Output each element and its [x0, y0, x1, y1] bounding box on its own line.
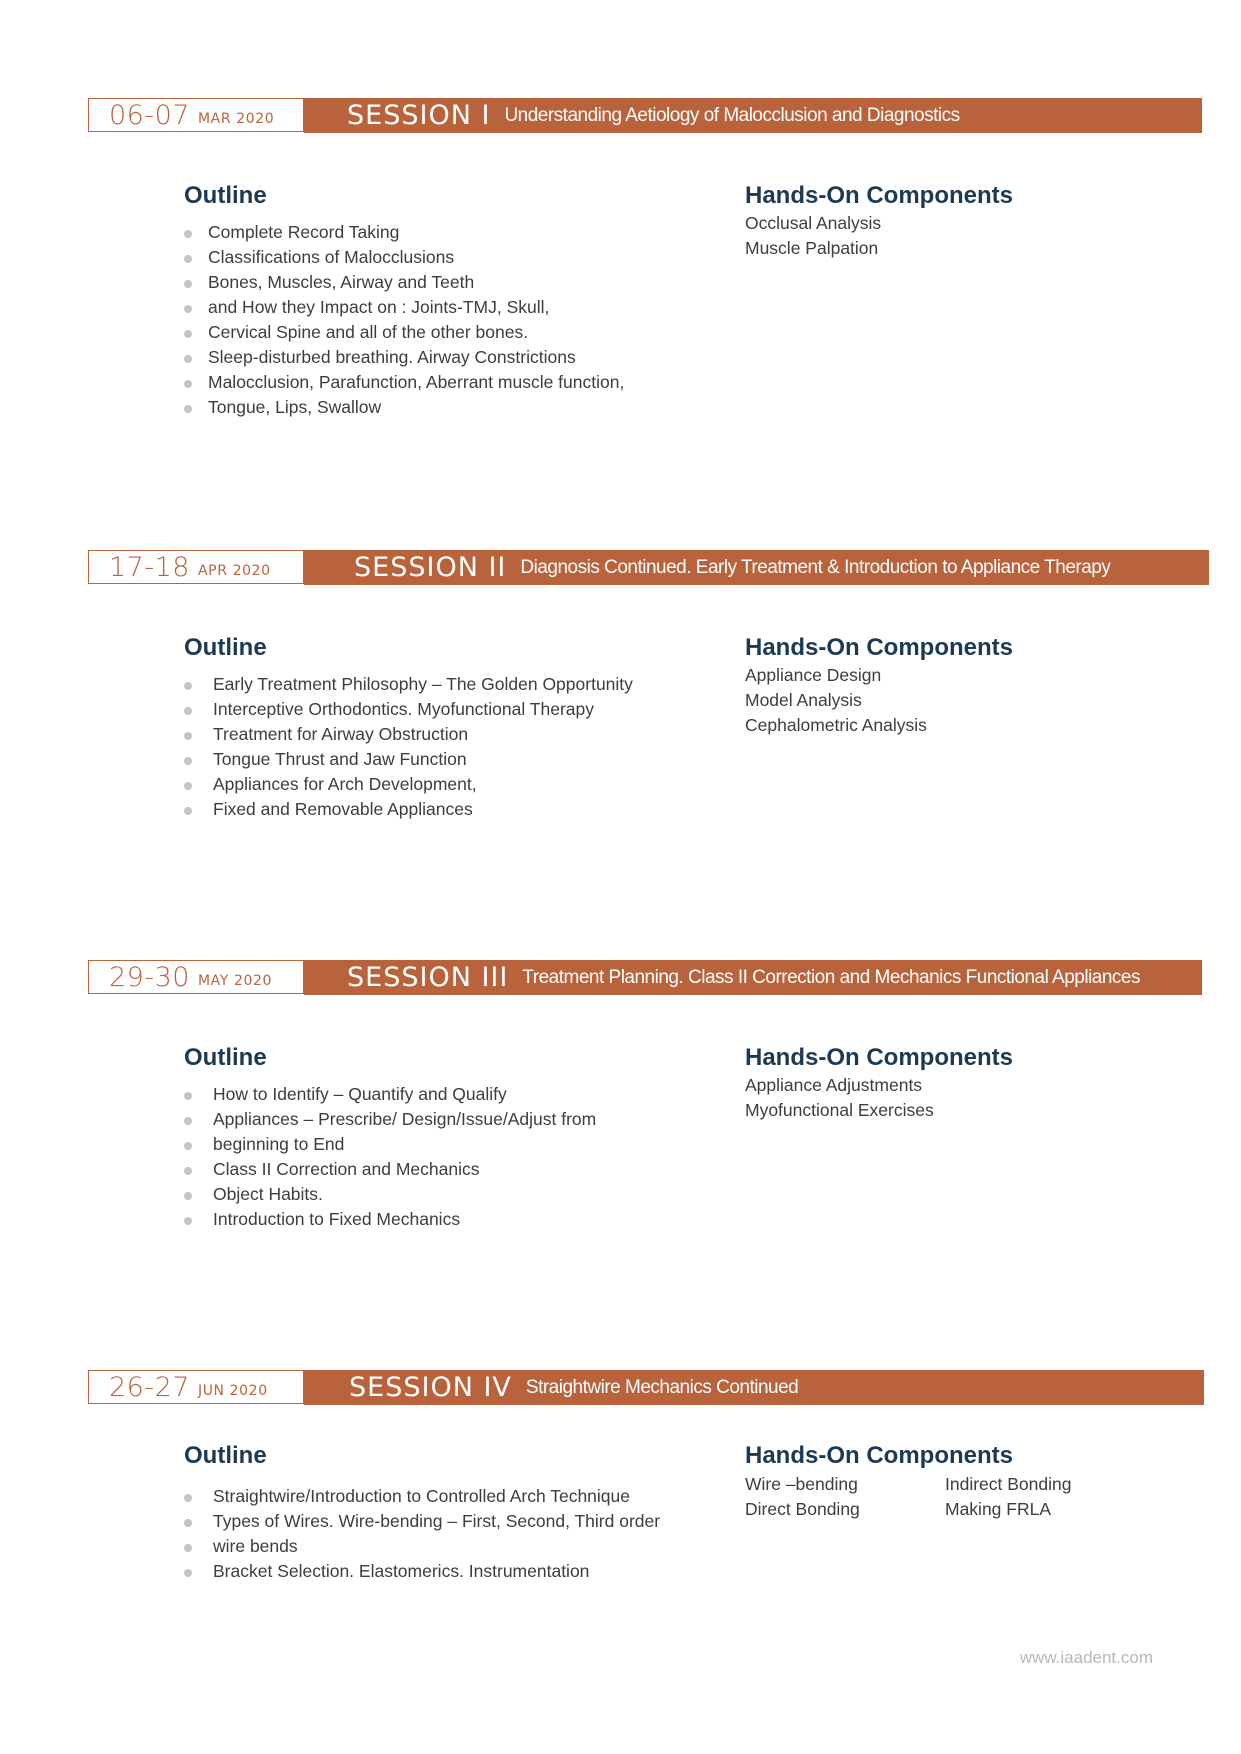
session-date [88, 960, 304, 994]
session-date [88, 550, 304, 584]
hands-on-item: Myofunctional Exercises [745, 1100, 934, 1120]
hands-on-list [745, 211, 881, 261]
session-banner [304, 550, 1209, 585]
date-month: MAR 2020 [197, 111, 275, 127]
date-month: JUN 2020 [197, 1383, 268, 1399]
session-banner [304, 98, 1202, 133]
session-title: Treatment Planning. Class II Correction and Mechanics Functional Appliances [522, 966, 1140, 988]
session-2 [0, 550, 1241, 910]
hands-on-item: Model Analysis [745, 690, 862, 710]
list-item: Sleep-disturbed breathing. Airway Constrictions [184, 345, 624, 370]
list-item: Fixed and Removable Appliances [184, 797, 633, 822]
list-item: Object Habits. [184, 1182, 596, 1207]
hands-on-item: Wire –bending [745, 1474, 858, 1494]
list-item: Tongue, Lips, Swallow [184, 395, 624, 420]
list-item: Cervical Spine and all of the other bones. [184, 320, 624, 345]
hands-on-heading: Hands-On Components [745, 634, 1013, 661]
footer-url: www.iaadent.com [1019, 1648, 1153, 1667]
list-item: Treatment for Airway Obstruction [184, 722, 633, 747]
outline-list [184, 220, 624, 420]
hands-on-heading: Hands-On Components [745, 1442, 1013, 1469]
outline-heading: Outline [184, 182, 267, 209]
list-item: Classifications of Malocclusions [184, 245, 624, 270]
outline-heading: Outline [184, 1442, 267, 1469]
hands-on-item: Appliance Design [745, 665, 882, 685]
outline-list [184, 1484, 660, 1584]
list-item: and How they Impact on : Joints-TMJ, Skull, [184, 295, 624, 320]
list-item: Bracket Selection. Elastomerics. Instrumentation [184, 1559, 660, 1584]
list-item: Appliances – Prescribe/ Design/Issue/Adjust from [184, 1107, 596, 1132]
session-title: Straightwire Mechanics Continued [525, 1376, 799, 1398]
list-item: Malocclusion, Parafunction, Aberrant muscle function, [184, 370, 624, 395]
session-date [88, 1370, 304, 1404]
hands-on-item: Indirect Bonding [945, 1474, 1072, 1494]
session-banner [304, 960, 1202, 995]
date-days: 29-30 [109, 961, 190, 993]
date-days: 17-18 [109, 551, 190, 583]
hands-on-item: Occlusal Analysis [745, 213, 882, 233]
outline-heading: Outline [184, 1044, 267, 1071]
hands-on-list [745, 1073, 934, 1123]
list-item: beginning to End [184, 1132, 596, 1157]
session-label: SESSION III [347, 962, 509, 993]
hands-on-list [745, 1472, 1145, 1522]
date-days: 26-27 [109, 1371, 190, 1403]
hands-on-item: Appliance Adjustments [745, 1075, 923, 1095]
list-item: Class II Correction and Mechanics [184, 1157, 596, 1182]
session-4 [0, 1370, 1241, 1730]
list-item: Early Treatment Philosophy – The Golden Opportunity [184, 672, 633, 697]
hands-on-item: Cephalometric Analysis [745, 715, 927, 735]
date-month: APR 2020 [197, 563, 271, 579]
outline-list [184, 1082, 596, 1232]
list-item: Tongue Thrust and Jaw Function [184, 747, 633, 772]
date-month: MAY 2020 [197, 973, 272, 989]
outline-list [184, 672, 633, 822]
list-item: Types of Wires. Wire-bending – First, Second, Third order [184, 1509, 660, 1534]
list-item: Complete Record Taking [184, 220, 624, 245]
outline-heading: Outline [184, 634, 267, 661]
hands-on-heading: Hands-On Components [745, 182, 1013, 209]
session-3 [0, 960, 1241, 1320]
session-label: SESSION I [347, 100, 491, 131]
hands-on-heading: Hands-On Components [745, 1044, 1013, 1071]
hands-on-item: Making FRLA [945, 1499, 1052, 1519]
session-banner [304, 1370, 1204, 1405]
session-label: SESSION IV [349, 1372, 512, 1403]
session-1 [0, 98, 1241, 458]
hands-on-list [745, 663, 927, 738]
session-title: Diagnosis Continued. Early Treatment & Introduction to Appliance Therapy [520, 556, 1111, 578]
list-item: Interceptive Orthodontics. Myofunctional Therapy [184, 697, 633, 722]
list-item: Straightwire/Introduction to Controlled Arch Technique [184, 1484, 660, 1509]
hands-on-item: Direct Bonding [745, 1499, 860, 1519]
hands-on-item: Muscle Palpation [745, 238, 879, 258]
list-item: Bones, Muscles, Airway and Teeth [184, 270, 624, 295]
list-item: Introduction to Fixed Mechanics [184, 1207, 596, 1232]
date-days: 06-07 [109, 99, 190, 131]
list-item: How to Identify – Quantify and Qualify [184, 1082, 596, 1107]
session-label: SESSION II [354, 552, 507, 583]
session-title: Understanding Aetiology of Malocclusion and Diagnostics [504, 104, 960, 126]
list-item: wire bends [184, 1534, 660, 1559]
session-date [88, 98, 304, 132]
list-item: Appliances for Arch Development, [184, 772, 633, 797]
